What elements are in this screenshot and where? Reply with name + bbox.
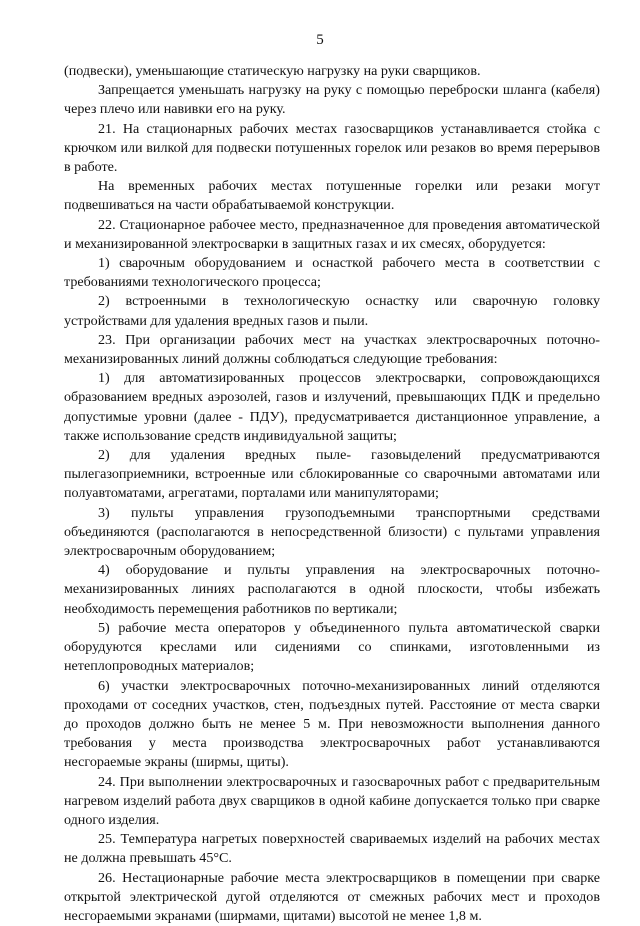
list-item: 2) встроенными в технологическую оснастку или сварочную головку устройствами для удаления вредных газов и пыли. <box>64 293 600 329</box>
list-item: 5) рабочие места операторов у объединенного пульта автоматической сварки оборудуются креслами или сидениями со спинками, изготовленными из нетеплопроводных материалов; <box>64 619 600 675</box>
paragraph-continuation: (подвески), уменьшающие статическую нагрузку на руки сварщиков. <box>64 63 481 79</box>
list-item: 2) для удаления вредных пыле- газовыделений предусматриваются пылегазоприемники, встроенные или сблокированные со сварочными автоматами или полуавтоматами, агрегатами, порталами или манипуляторами; <box>64 447 600 502</box>
list-item: 4) оборудование и пульты управления на электросварочных поточно-механизированных линиях располагаются в одной плоскости, чтобы избежать необходимость перемещения работников по вертикали; <box>64 562 600 617</box>
list-item: 1) для автоматизированных процессов электросварки, сопровождающихся образованием вредных аэрозолей, газов и излучений, превышающих ПДК и предельно допустимые уровни (далее - ПДУ), предусматривается дистанционное управление, а также использование средств индивидуальной защиты; <box>64 370 600 444</box>
clause-23: 23. При организации рабочих мест на участках электросварочных поточно-механизированных линий должны соблюдаться следующие требования: <box>64 331 600 368</box>
clause-21: 21. На стационарных рабочих местах газосварщиков устанавливается стойка с крючком или вилкой для подвески потушенных горелок или резаков во время перерывов в работе. <box>64 120 600 176</box>
clause-24: 24. При выполнении электросварочных и газосварочных работ с предварительным нагревом изделий работа двух сварщиков в одной кабине допускается только при сварке одного изделия. <box>64 773 600 828</box>
list-item: 3) пульты управления грузоподъемными транспортными средствами объединяются (располагаются в непосредственной близости) с пультами управления электросварочным оборудованием; <box>64 504 600 560</box>
clause-25: 25. Температура нагретых поверхностей свариваемых изделий на рабочих местах не должна превышать 45°С. <box>64 831 600 867</box>
clause-26: 26. Нестационарные рабочие места электросварщиков в помещении при сварке открытой электрической дугой отделяются от смежных рабочих мест и проходов несгораемыми экранами (ширмами, щитами) высотой не менее 1,8 м. <box>64 869 600 924</box>
list-item: 6) участки электросварочных поточно-механизированных линий отделяются проходами от соседних участков, стен, подъездных путей. Расстояние от места сварки до проходов должно быть не менее 5 м. При невозможности выполнения данного требования у места производства электросварочных работ устанавливаются несгораемые экраны (ширмы, щиты). <box>64 677 600 771</box>
document-body <box>64 62 600 926</box>
clause-22: 22. Стационарное рабочее место, предназначенное для проведения автоматической и механизированной электросварки в защитных газах и их смесях, оборудуется: <box>64 216 600 252</box>
page-number: 5 <box>316 32 324 48</box>
list-item: 1) сварочным оборудованием и оснасткой рабочего места в соответствии с требованиями технологического процесса; <box>64 255 600 291</box>
paragraph: Запрещается уменьшать нагрузку на руку с помощью переброски шланга (кабеля) через плечо или навивки его на руку. <box>64 82 600 118</box>
paragraph: На временных рабочих местах потушенные горелки или резаки могут подвешиваться на части обрабатываемой конструкции. <box>64 178 600 214</box>
